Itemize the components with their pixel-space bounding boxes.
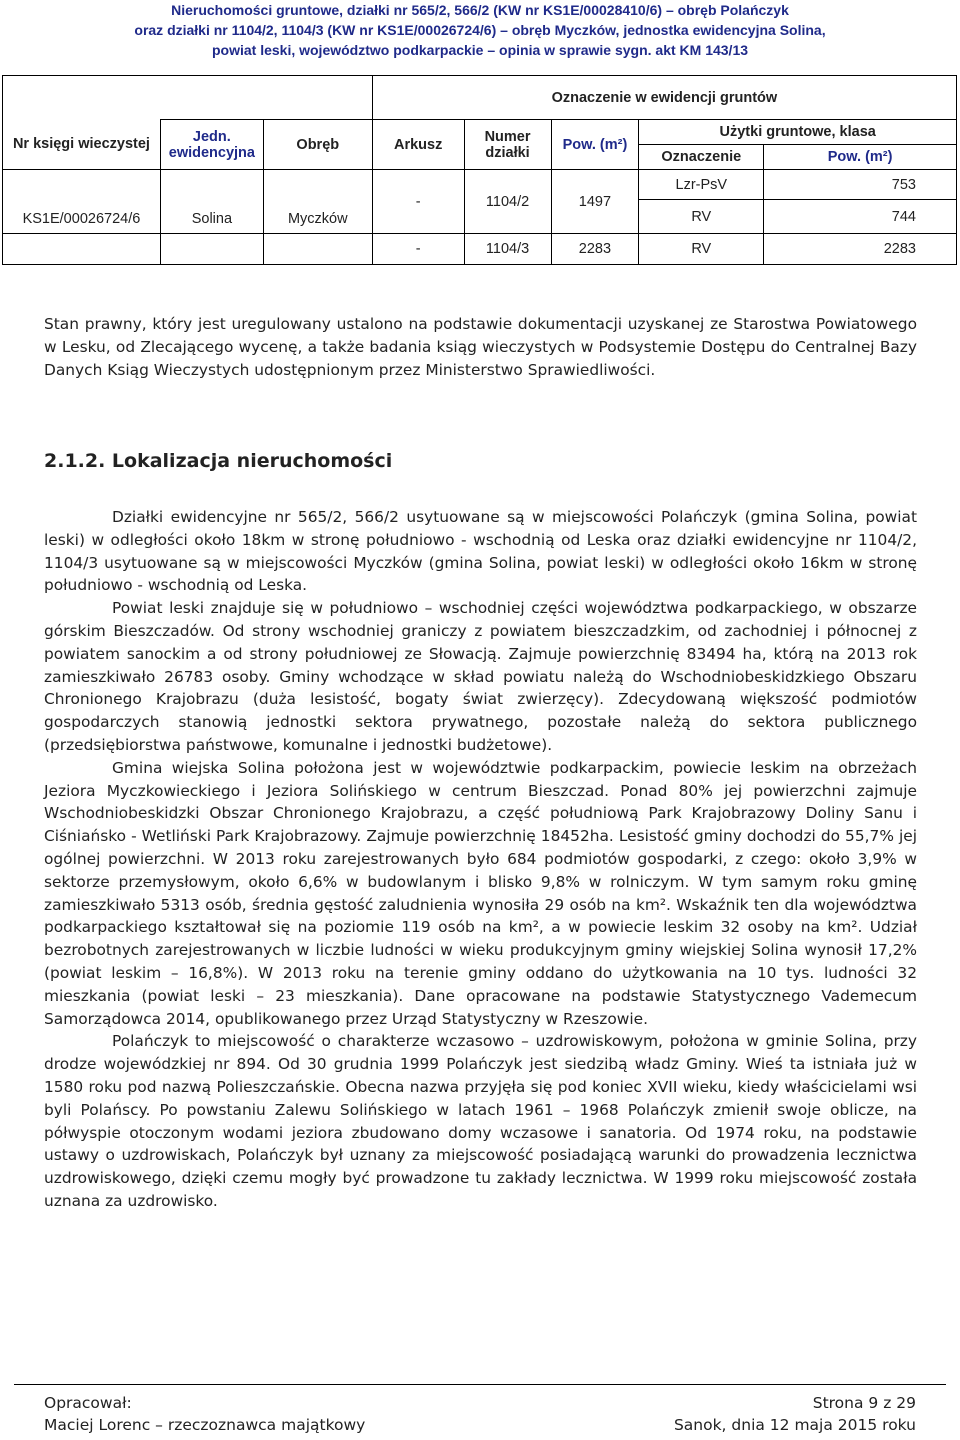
col-oznaczenie: Oznaczenie (639, 145, 764, 170)
cell-numer-1: 1104/2 (464, 170, 551, 234)
footer-right (674, 1392, 916, 1436)
section-heading: 2.1.2. Lokalizacja nieruchomości (44, 450, 393, 472)
paragraph: Powiat leski znajduje się w południowo – wschodniej części województwa podkarpackiego, w obszarze górskim Bieszczadów. Od strony wschodniej graniczy z powiatem bieszczadzkim, od zachodniej i północnej z powiatem sanockim a od strony południowej ze Słowacją. Zajmuje powierzchnię 83494 ha, którą na 2013 rok zamieszkiwało 26783 osoby. Gminy wchodzące w skład powiatu należą do Wschodniobeskidzkiego Obszaru Chronionego Krajobrazu (duża lesistość, bogaty świat zwierzęcy). Zdecydowaną większość podmiotów gospodarczych stanowią jednostki sektora prywatnego, pozostałe należą do sektora publicznego (przedsiębiorstwa państwowe, komunalne i jednostki budżetowe). (44, 599, 917, 754)
col-arkusz: Arkusz (372, 120, 464, 170)
cell-jedn: Solina (160, 170, 263, 234)
paragraph: Polańczyk to miejscowość o charakterze wczasowo – uzdrowiskowym, położona w gminie Solina, przy drodze wojewódzkiej nr 894. Od 30 grudnia 1999 Polańczyk jest siedzibą władz Gminy. Wieś ta istniała już w 1580 roku pod nazwą Polieszczańskie. Obecna nazwa przyjęła się pod koniec XVII wieku, kiedy właścicielami wsi byli Polańscy. Po powstaniu Zalewu Solińskiego w latach 1961 – 1968 Polańczyk zmienił swoje oblicze, na półwyspie otoczonym wodami jeziora zbudowano domy wczasowe i sanatoria. Od 1974 roku, na podstawie ustawy o uzdrowiskach, Polańczyk był uznany za miejscowość posiadającą warunki do prowadzenia lecznictwa uzdrowiskowego, dzięki czemu mogły być prowadzone tu zakłady lecznictwa. W 1999 roku miejscowość została uznana za uzdrowisko. (44, 1032, 917, 1210)
location-text (44, 506, 917, 1213)
header-line-3: powiat leski, województwo podkarpackie – opinia w sprawie sygn. akt KM 143/13 (211, 42, 749, 58)
cell-pow-1b: 744 (764, 200, 957, 234)
cell-uzytek-2: RV (639, 234, 764, 265)
cell-obreb: Myczków (263, 170, 372, 234)
paragraph: Gmina wiejska Solina położona jest w województwie podkarpackim, powiecie leskim na obrzeżach Jeziora Myczkowieckiego i Jeziora Solińskiego w centrum Bieszczad. Ponad 80% jej powierzchni zajmuje Wschodniobeskidzki Obszar Chronionego Krajobrazu, a część południową Park Krajobrazowy Doliny Sanu i Ciśniańsko - Wetliński Park Krajobrazowy. Zajmuje powierzchnię 18452ha. Lesistość gminy dochodzi do 55,7% jej ogólnej powierzchni. W 2013 roku zarejestrowanych było 684 podmiotów gospodarki, z czego: około 3,9% w sektorze przemysłowym, około 6,6% w budowlanym i blisko 9,8% w rolniczym. W tym samym roku gminę zamieszkiwało 5313 osób, średnia gęstość zaludnienia wynosiła 29 osób na km². Wskaźnik ten dla województwa podkarpackiego kształtował się na poziomie 119 osób na km², a w powiecie leskim 32 osoby na km². Udział bezrobotnych zarejestrowanych w liczbie ludności w wieku produkcyjnym gminy wiejskiej Solina wynosił 17,2% (powiat leskim – 16,8%). W 2013 roku na terenie gminy oddano do użytkowania na 10 tys. ludności 32 mieszkania (powiat leski – 23 mieszkania). Dane opracowane na podstawie Statystycznego Vademecum Samorządowca 2014, opublikowanego przez Urząd Statystyczny w Rzeszowie. (44, 758, 917, 1028)
footer-author-label: Opracował: (44, 1394, 132, 1412)
cell-uzytek-1b: RV (639, 200, 764, 234)
page-number: Strona 9 z 29 (812, 1394, 916, 1412)
header-line-1: Nieruchomości gruntowe, działki nr 565/2, 566/2 (KW nr KS1E/00028410/6) – obręb Polańczyk (171, 2, 789, 18)
legal-status-paragraph (44, 313, 917, 381)
header-line-2: oraz działki nr 1104/2, 1104/3 (KW nr KS1E/00026724/6) – obręb Myczków, jednostka ewidencyjna Solina, (134, 22, 826, 38)
cell-pow-1: 1497 (551, 170, 639, 234)
col-pow: Pow. (m²) (551, 120, 639, 170)
cell-numer-2: 1104/3 (464, 234, 551, 265)
cell-pow-1a: 753 (764, 170, 957, 200)
col-jedn: Jedn. ewidencyjna (160, 120, 263, 170)
col-numer: Numer działki (464, 120, 551, 170)
document-header (0, 0, 960, 60)
cell-arkusz-1: - (372, 170, 464, 234)
cell-pow-2: 2283 (551, 234, 639, 265)
para-stan: Stan prawny, który jest uregulowany ustalono na podstawie dokumentacji uzyskanej ze Starostwa Powiatowego w Lesku, od Zlecającego wycenę, a także badania ksiąg wieczystych w Podsystemie Dostępu do Centralnej Bazy Danych Ksiąg Wieczystych udostępnionym przez Ministerstwo Sprawiedliwości. (44, 315, 917, 379)
footer-date: Sanok, dnia 12 maja 2015 roku (673, 1416, 916, 1434)
cell-kw: KS1E/00026724/6 (3, 170, 161, 234)
footer-left (44, 1392, 365, 1436)
cell-pow-2b: 2283 (764, 234, 957, 265)
col-pow2: Pow. (m²) (764, 145, 957, 170)
paragraph: Działki ewidencyjne nr 565/2, 566/2 usytuowane są w miejscowości Polańczyk (gmina Solina, powiat leski) w odległości około 18km w stronę południowo - wschodnią od Leska oraz działki ewidencyjne nr 1104/2, 1104/3 usytuowane są w miejscowości Myczków (gmina Solina, powiat leski) w odległości około 16km w stronę południowo - wschodnią od Leska. (44, 508, 917, 595)
cell-arkusz-2: - (372, 234, 464, 265)
footer-author: Maciej Lorenc – rzeczoznawca majątkowy (44, 1416, 366, 1434)
col-uzytki: Użytki gruntowe, klasa (639, 120, 957, 145)
footer-divider (14, 1384, 946, 1385)
col-kw: Nr księgi wieczystej (3, 120, 161, 170)
col-obreb: Obręb (263, 120, 372, 170)
cell-uzytek-1a: Lzr-PsV (639, 170, 764, 200)
land-register-table (2, 75, 957, 265)
group-header: Oznaczenie w ewidencji gruntów (372, 76, 956, 120)
